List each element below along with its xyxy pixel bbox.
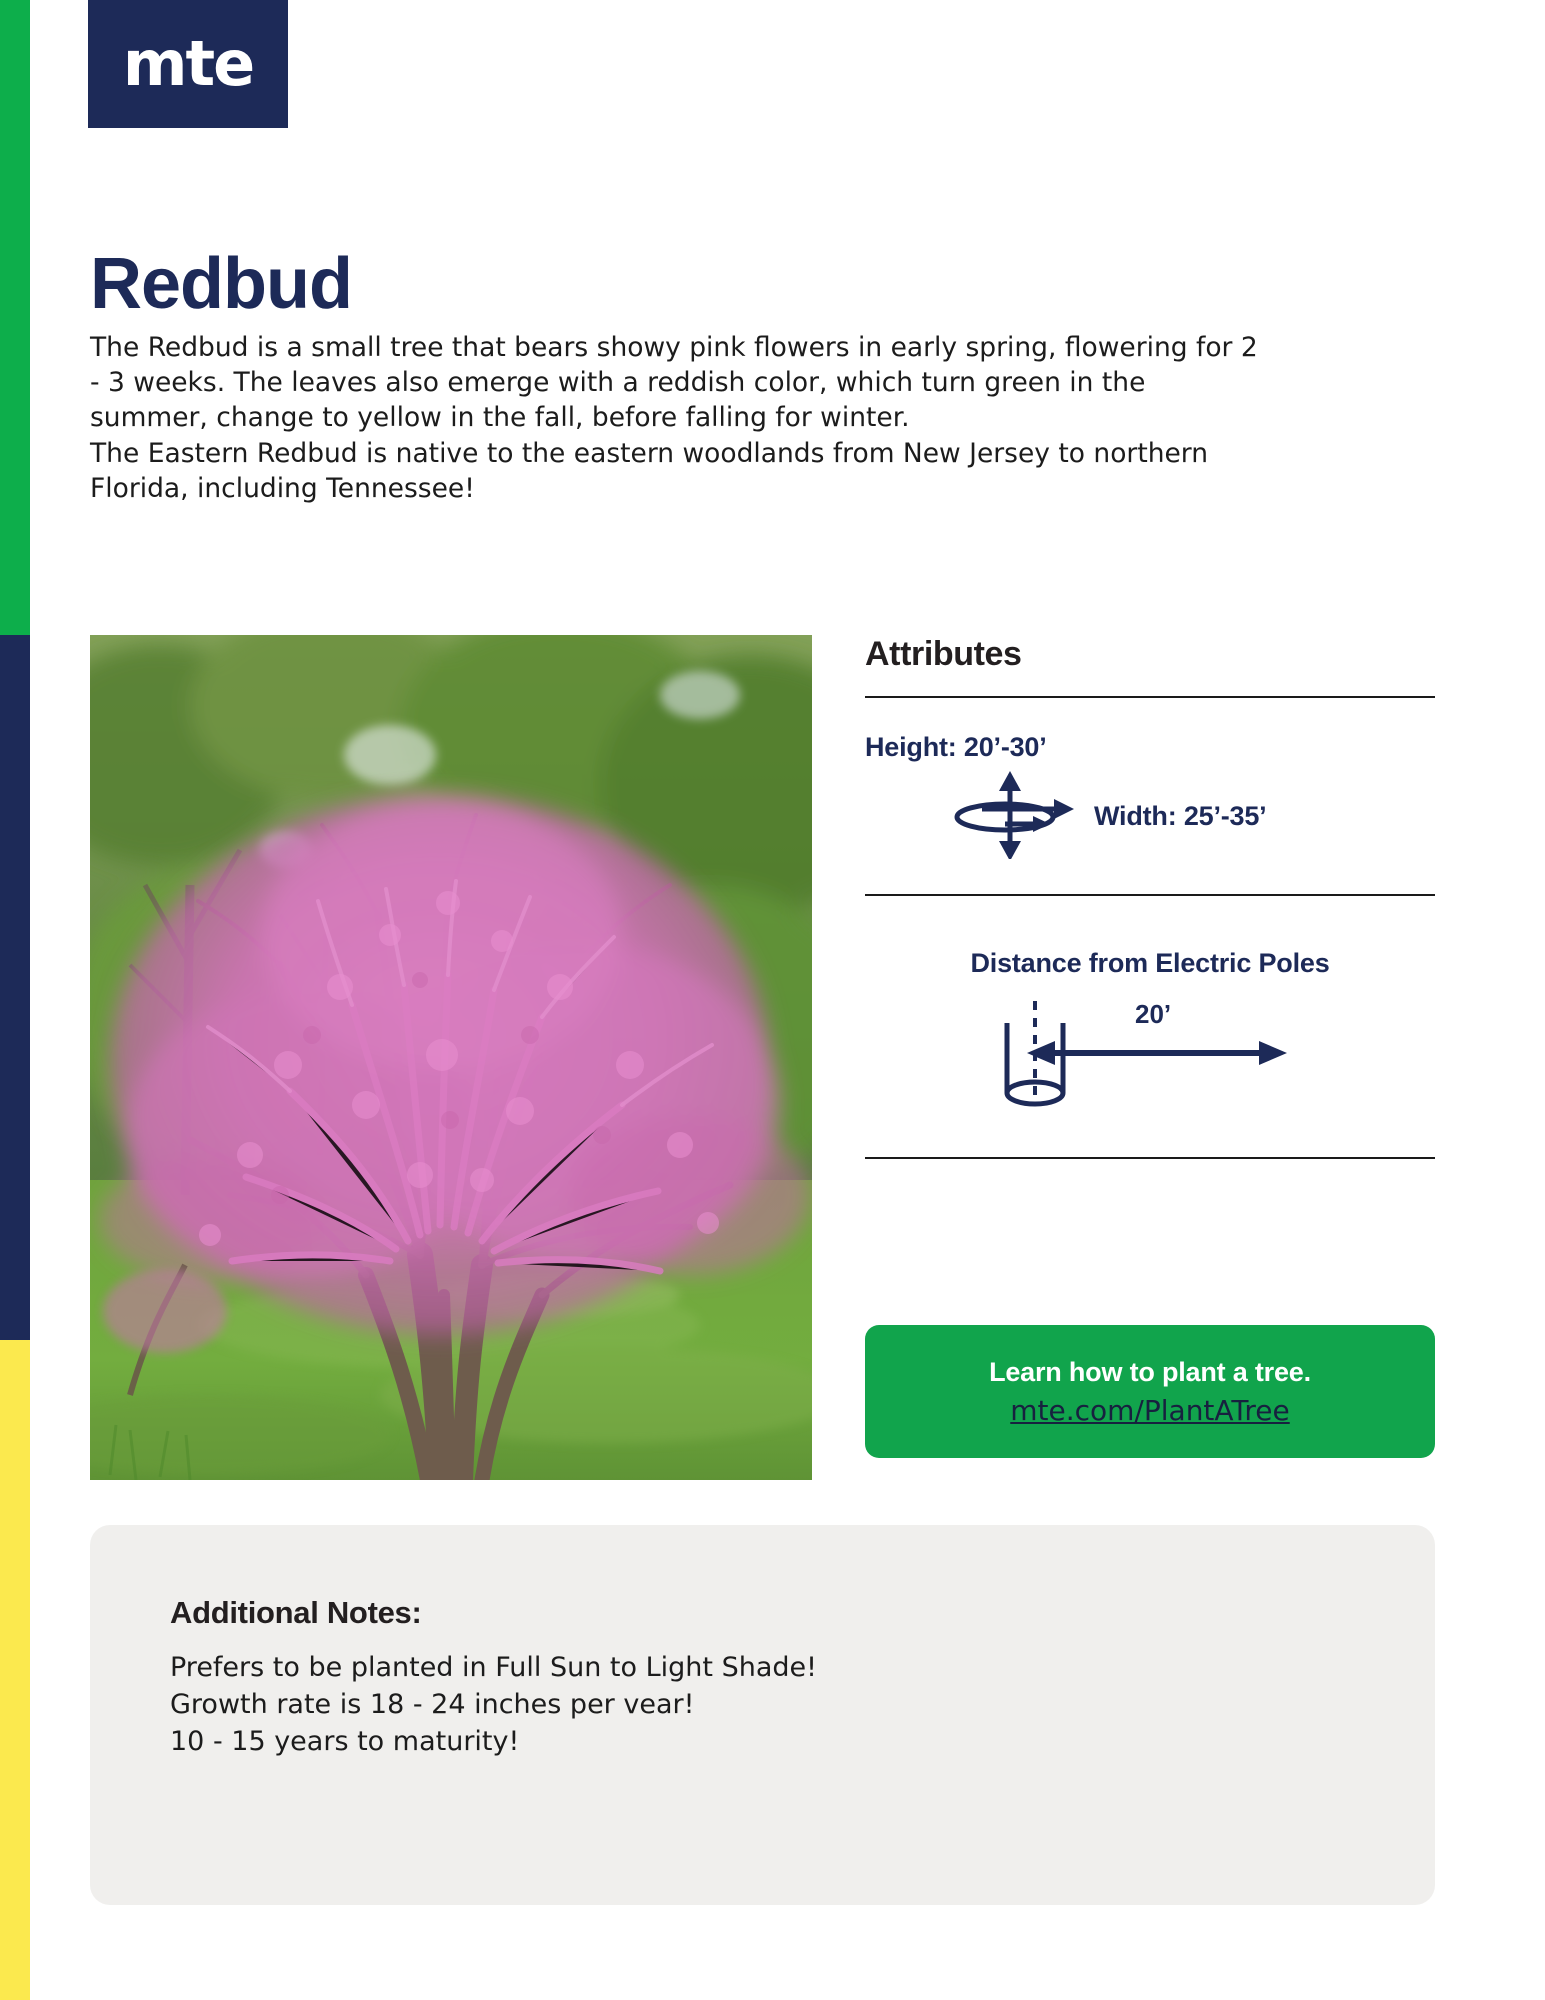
- accent-segment-green: [0, 0, 30, 635]
- cta-headline: Learn how to plant a tree.: [989, 1356, 1311, 1387]
- size-diagram-row: [865, 769, 1435, 864]
- note-line: 10 - 15 years to maturity!: [170, 1725, 520, 1757]
- learn-to-plant-button[interactable]: [865, 1325, 1435, 1458]
- accent-segment-navy: [0, 635, 30, 1340]
- description-block: [90, 330, 1270, 506]
- note-line: Prefers to be planted in Full Sun to Light Shade!: [170, 1652, 817, 1683]
- pole-distance-block: [865, 896, 1435, 1157]
- size-attribute-block: [865, 698, 1435, 894]
- attributes-divider-bottom: [865, 1157, 1435, 1159]
- redbud-tree-photo: [90, 635, 812, 1480]
- height-width-arrows-icon: [950, 769, 1080, 864]
- additional-notes-list: [170, 1650, 817, 1761]
- pole-diagram: [865, 993, 1435, 1113]
- pole-distance-heading: Distance from Electric Poles: [970, 948, 1330, 978]
- note-line: Growth rate is 18 - 24 inches per vear!: [170, 1688, 695, 1720]
- plant-a-tree-link[interactable]: mte.com/PlantATree: [1010, 1393, 1290, 1427]
- description-paragraph-2: The Eastern Redbud is native to the eastern woodlands from New Jersey to northern Florida, including Tennessee!: [90, 437, 1209, 504]
- attributes-panel: [865, 635, 1435, 1159]
- page-title: Redbud: [90, 244, 352, 325]
- mte-logo: [88, 0, 288, 128]
- additional-notes-card: [90, 1525, 1435, 1905]
- additional-notes-heading: Additional Notes:: [170, 1595, 422, 1630]
- height-label: Height: 20’-30’: [865, 732, 1047, 762]
- left-accent-bar: [0, 0, 30, 2000]
- description-paragraph-1: The Redbud is a small tree that bears showy pink flowers in early spring, flowering for 2 - 3 weeks. The leaves also emerge with a reddish color, which turn green in the summer, change to yellow in the fall, before falling for winter.: [90, 332, 1258, 434]
- width-label: Width: 25’-35’: [1094, 801, 1267, 831]
- pole-distance-value: 20’: [1135, 999, 1172, 1029]
- accent-segment-yellow: [0, 1340, 30, 2000]
- logo-wordmark: mte: [122, 27, 254, 100]
- attributes-heading: Attributes: [865, 635, 1022, 673]
